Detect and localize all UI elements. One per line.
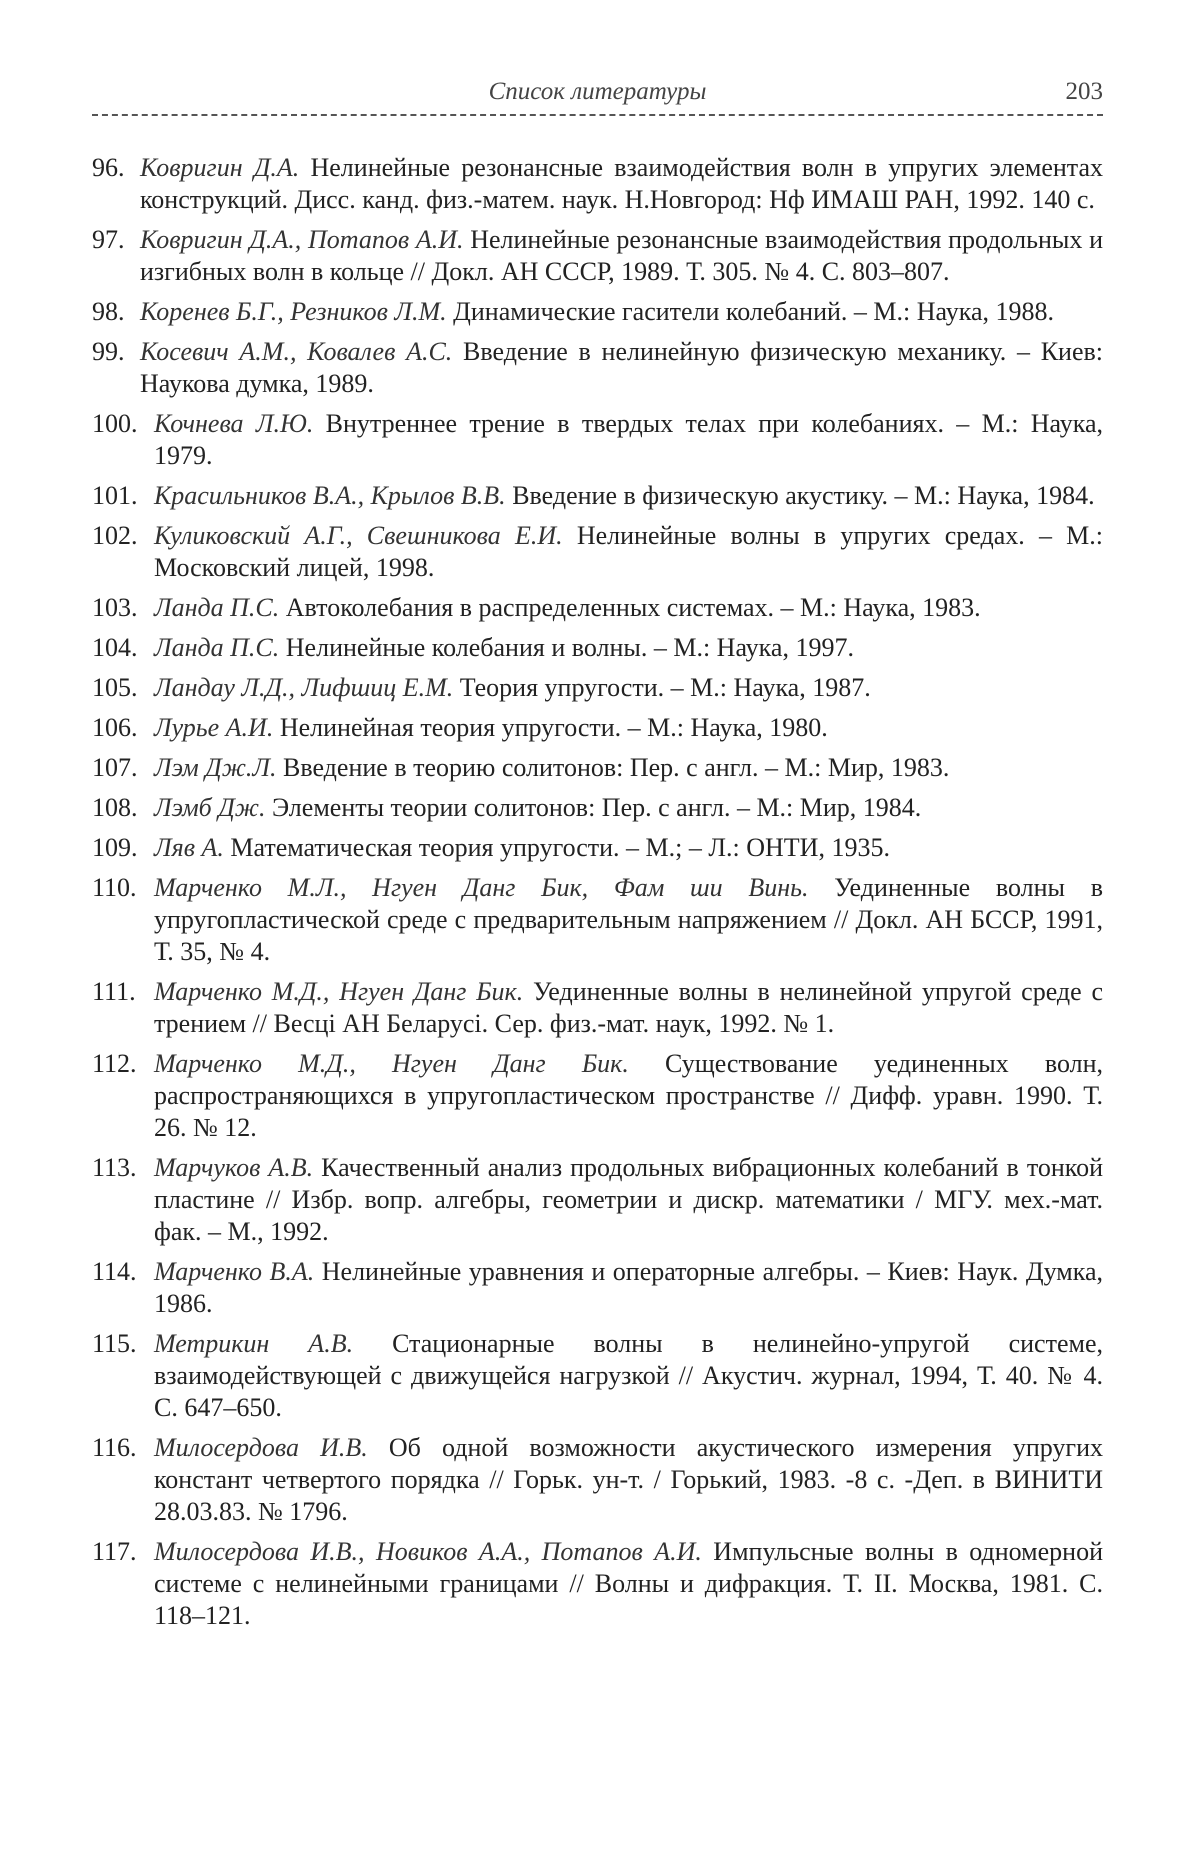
reference-text: Об одной возможности акустического измерения упругих констант четвертого порядка // Горьк. ун-т. / Горький, 1983. -8 с. -Деп. в ВИНИТИ 28.03.83. № 1796. [154, 1433, 1103, 1526]
reference-text: Нелинейные волны в упругих средах. – М.: Московский лицей, 1998. [154, 521, 1103, 582]
reference-number: 96. [92, 153, 125, 182]
reference-authors: Марченко М.Л., Нгуен Данг Бик, Фам ши Винь. [154, 873, 809, 902]
reference-number: 110. [92, 873, 137, 902]
reference-authors: Куликовский А.Г., Свешникова Е.И. [154, 521, 563, 550]
reference-number: 101. [92, 481, 138, 510]
reference-authors: Коренев Б.Г., Резников Л.М. [140, 297, 447, 326]
reference-item [92, 336, 1103, 400]
reference-text: Стационарные волны в нелинейно-упругой системе, взаимодействующей с движущейся нагрузкой // Акустич. журнал, 1994, Т. 40. № 4. С. 647–650. [154, 1329, 1103, 1422]
reference-item [92, 672, 1103, 704]
reference-number: 103. [92, 593, 138, 622]
reference-text: Существование уединенных волн, распространяющихся в упругопластическом пространстве // Дифф. уравн. 1990. Т. 26. № 12. [154, 1049, 1103, 1142]
reference-authors: Красильников В.А., Крылов В.В. [154, 481, 506, 510]
reference-number: 111. [92, 977, 136, 1006]
reference-number: 97. [92, 225, 125, 254]
reference-item [92, 1152, 1103, 1248]
reference-text: Введение в физическую акустику. – М.: Наука, 1984. [505, 481, 1095, 510]
reference-authors: Ковригин Д.А. [140, 153, 300, 182]
reference-number: 113. [92, 1153, 137, 1182]
reference-authors: Лэмб Дж. [154, 793, 266, 822]
reference-item [92, 632, 1103, 664]
page-number: 203 [1065, 78, 1103, 105]
running-title: Список литературы [488, 78, 707, 105]
reference-text: Введение в теорию солитонов: Пер. с англ. – М.: Мир, 1983. [276, 753, 950, 782]
reference-item [92, 520, 1103, 584]
reference-text: Внутреннее трение в твердых телах при колебаниях. – М.: Наука, 1979. [154, 409, 1104, 470]
running-head [92, 74, 1103, 116]
reference-text: Математическая теория упругости. – М.; – Л.: ОНТИ, 1935. [223, 833, 890, 862]
reference-number: 104. [92, 633, 138, 662]
reference-authors: Марчуков А.В. [154, 1153, 314, 1182]
reference-number: 105. [92, 673, 138, 702]
reference-number: 114. [92, 1257, 137, 1286]
reference-item [92, 1432, 1103, 1528]
reference-authors: Ланда П.С. [154, 593, 280, 622]
reference-item [92, 872, 1103, 968]
reference-number: 102. [92, 521, 138, 550]
reference-text: Нелинейные уравнения и операторные алгебры. – Киев: Наук. Думка, 1986. [154, 1257, 1103, 1318]
reference-list [92, 152, 1103, 1640]
reference-authors: Ланда П.С. [154, 633, 280, 662]
reference-item [92, 1048, 1103, 1144]
reference-number: 109. [92, 833, 138, 862]
reference-item [92, 792, 1103, 824]
reference-text: Качественный анализ продольных вибрационных колебаний в тонкой пластине // Избр. вопр. алгебры, геометрии и дискр. математики / МГУ. мех.-мат. фак. – М., 1992. [154, 1153, 1103, 1246]
reference-item [92, 752, 1103, 784]
reference-authors: Марченко В.А. [154, 1257, 315, 1286]
reference-item [92, 976, 1103, 1040]
reference-text: Уединенные волны в нелинейной упругой среде с трением // Весці АН Беларусі. Сер. физ.-мат. наук, 1992. № 1. [154, 977, 1103, 1038]
reference-item [92, 1536, 1103, 1632]
reference-authors: Милосердова И.В. [154, 1433, 368, 1462]
reference-number: 116. [92, 1433, 137, 1462]
reference-item [92, 1328, 1103, 1424]
reference-authors: Метрикин А.В. [154, 1329, 354, 1358]
reference-authors: Марченко М.Д., Нгуен Данг Бик. [154, 977, 524, 1006]
reference-authors: Косевич А.М., Ковалев А.С. [140, 337, 453, 366]
reference-text: Элементы теории солитонов: Пер. с англ. – М.: Мир, 1984. [265, 793, 922, 822]
reference-authors: Марченко М.Д., Нгуен Данг Бик. [154, 1049, 629, 1078]
reference-item [92, 480, 1103, 512]
reference-number: 117. [92, 1537, 137, 1566]
reference-text: Введение в нелинейную физическую механику. – Киев: Наукова думка, 1989. [140, 337, 1103, 398]
reference-item [92, 1256, 1103, 1320]
reference-text: Нелинейные колебания и волны. – М.: Наука, 1997. [279, 633, 854, 662]
reference-text: Нелинейная теория упругости. – М.: Наука, 1980. [273, 713, 828, 742]
reference-number: 115. [92, 1329, 137, 1358]
reference-number: 106. [92, 713, 138, 742]
reference-number: 112. [92, 1049, 137, 1078]
reference-number: 98. [92, 297, 125, 326]
reference-text: Импульсные волны в одномерной системе с нелинейными границами // Волны и дифракция. Т. II. Москва, 1981. С. 118–121. [154, 1537, 1103, 1630]
reference-item [92, 224, 1103, 288]
reference-authors: Лурье А.И. [154, 713, 274, 742]
reference-item [92, 712, 1103, 744]
reference-number: 107. [92, 753, 138, 782]
reference-authors: Лэм Дж.Л. [154, 753, 277, 782]
reference-text: Нелинейные резонансные взаимодействия продольных и изгибных волн в кольце // Докл. АН СССР, 1989. Т. 305. № 4. С. 803–807. [140, 225, 1104, 286]
reference-text: Автоколебания в распределенных системах. – М.: Наука, 1983. [279, 593, 981, 622]
reference-item [92, 592, 1103, 624]
reference-authors: Кочнева Л.Ю. [154, 409, 314, 438]
reference-item [92, 408, 1103, 472]
reference-authors: Милосердова И.В., Новиков А.А., Потапов А.И. [154, 1537, 702, 1566]
reference-text: Теория упругости. – М.: Наука, 1987. [453, 673, 871, 702]
reference-authors: Ландау Л.Д., Лифшиц Е.М. [154, 673, 454, 702]
reference-number: 99. [92, 337, 125, 366]
reference-authors: Ляв А. [154, 833, 224, 862]
reference-authors: Ковригин Д.А., Потапов А.И. [140, 225, 464, 254]
reference-number: 108. [92, 793, 138, 822]
reference-text: Динамические гасители колебаний. – М.: Наука, 1988. [446, 297, 1055, 326]
reference-number: 100. [92, 409, 138, 438]
reference-item [92, 832, 1103, 864]
reference-text: Уединенные волны в упругопластической среде с предварительным напряжением // Докл. АН БССР, 1991, Т. 35, № 4. [154, 873, 1103, 966]
reference-item [92, 296, 1103, 328]
reference-item [92, 152, 1103, 216]
reference-text: Нелинейные резонансные взаимодействия волн в упругих элементах конструкций. Дисс. канд. физ.-матем. наук. Н.Новгород: Нф ИМАШ РАН, 1992. 140 с. [140, 153, 1103, 214]
